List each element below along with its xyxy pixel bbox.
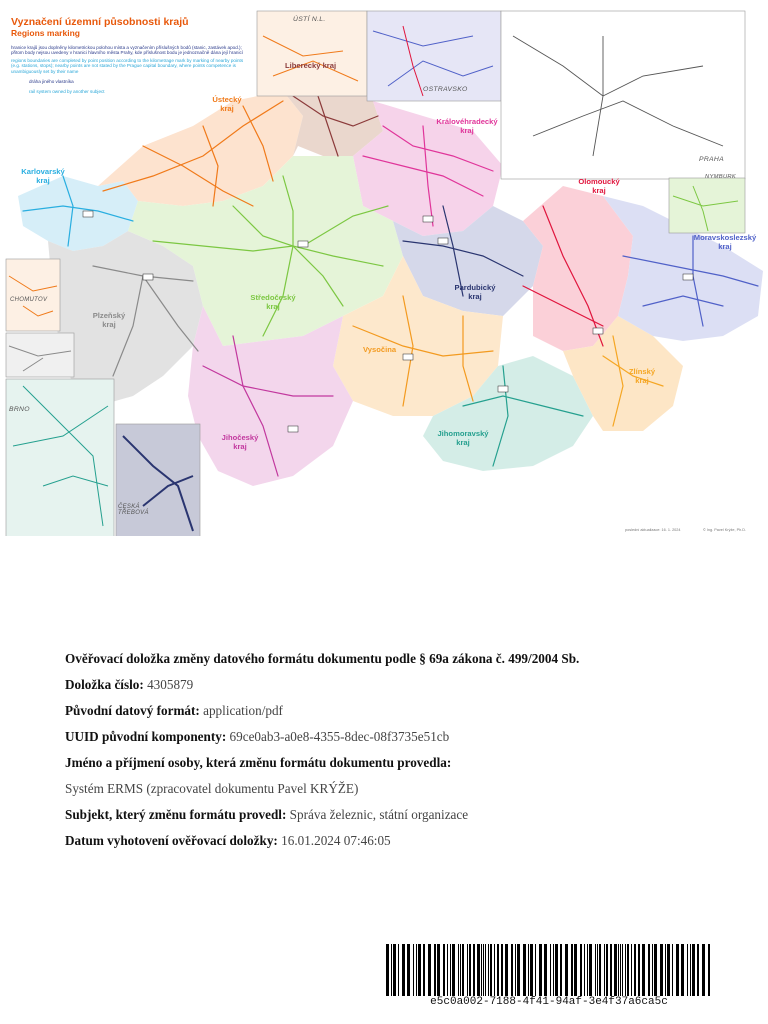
barcode-bar (497, 944, 499, 996)
legend-text-cz: hranice krajů jsou doplněny kilometrickou polohou místa a vyznačením příslušných bodů (stanic, zastávek apod.); přitom body nejsou uvedeny v hranici hlavního města Prahy, kde příslušnost bodu je jednoznačně dána její hranicí (11, 45, 244, 56)
barcode-bar (473, 944, 475, 996)
barcode-text: e5c0a002-7188-4f41-94af-3e4f37a6ca5c (430, 996, 668, 1008)
barcode-bar (642, 944, 645, 996)
verification-number-row (65, 672, 745, 698)
barcode-bar (544, 944, 547, 996)
verification-heading: Ověřovací doložka změny datového formátu dokumentu podle § 69a zákona č. 499/2004 Sb. (65, 651, 580, 666)
barcode-bar (393, 944, 396, 996)
verification-person-value-row (65, 776, 745, 802)
legend-line-cz: dráha jiného vlastníka (29, 79, 74, 85)
verification-date-label: Datum vyhotovení ověřovací doložky: (65, 833, 278, 848)
rail-region-map (3, 6, 765, 536)
region-label-plzensky: Plzeňský kraj (92, 311, 126, 329)
barcode-bar (676, 944, 679, 996)
region-label-olomoucky: Olomoucký kraj (578, 177, 620, 195)
verification-subject-row (65, 802, 745, 828)
barcode-bar (627, 944, 629, 996)
verification-uuid-row (65, 724, 745, 750)
barcode-bar (580, 944, 582, 996)
verification-subject-label: Subjekt, který změnu formátu provedl: (65, 807, 287, 822)
barcode-bar (517, 944, 520, 996)
barcode-bar (450, 944, 451, 996)
barcode-bar (638, 944, 640, 996)
barcode-bar (595, 944, 596, 996)
region-label-zlinsky: Zlínský kraj (628, 367, 656, 385)
barcode-bar (494, 944, 495, 996)
barcode-bar (515, 944, 516, 996)
barcode-bar (481, 944, 482, 996)
region-label-jihocesky: Jihočeský kraj (221, 433, 259, 451)
barcode-bar (535, 944, 536, 996)
barcode-bar (398, 944, 399, 996)
barcode-bar (416, 944, 417, 996)
legend-title-en: Regions marking (11, 28, 80, 38)
verification-date-row (65, 828, 745, 854)
barcode-bar (402, 944, 405, 996)
barcode-bar (469, 944, 471, 996)
document-barcode (386, 944, 712, 996)
barcode-bar (458, 944, 459, 996)
barcode-bar (610, 944, 612, 996)
barcode-bar (665, 944, 666, 996)
barcode-bar (443, 944, 445, 996)
barcode-bar (447, 944, 448, 996)
inset-praha-frame (501, 11, 745, 179)
barcode-bar (597, 944, 598, 996)
verification-number-value: 4305879 (147, 677, 194, 692)
barcode-bar (485, 944, 486, 996)
verification-person-label-row (65, 750, 745, 776)
barcode-bar (490, 944, 492, 996)
barcode-bar (462, 944, 464, 996)
barcode-bar (434, 944, 436, 996)
barcode-bar (477, 944, 480, 996)
barcode-bar (587, 944, 588, 996)
barcode-bar (692, 944, 695, 996)
barcode-bar (511, 944, 513, 996)
barcode-bar (530, 944, 533, 996)
barcode-bar (565, 944, 568, 996)
verification-subject-value: Správa železnic, státní organizace (289, 807, 469, 822)
inset-label-usti: ÚSTÍ N.L. (293, 16, 326, 23)
barcode-bar (697, 944, 699, 996)
verification-uuid-value: 69ce0ab3-a0e8-4355-8dec-08f3735e51cb (229, 729, 450, 744)
barcode-bar (687, 944, 688, 996)
barcode-bar (589, 944, 592, 996)
region-label-pardubicky: Pardubický kraj (454, 283, 496, 301)
inset-usti-frame (257, 11, 367, 96)
verification-person-label: Jméno a příjmení osoby, která změnu formátu dokumentu provedla: (65, 755, 452, 770)
barcode-bar (501, 944, 503, 996)
barcode-bar (584, 944, 585, 996)
barcode-bar (648, 944, 650, 996)
legend-text-en: regions boundaries are completed by point position according to the kilometrage mark by marking of nearby points (e.g. stations, stops); nearby points are not stated by the Prague capital boundary, where points competence is unambiguously set by their name (11, 57, 244, 74)
inset-chomutov-frame (6, 259, 60, 331)
barcode-bar (571, 944, 573, 996)
verification-clause (65, 646, 745, 854)
map-updated-note: poslední aktualizace: 16. 1. 2024 (625, 528, 681, 532)
barcode-bar (631, 944, 632, 996)
barcode-bar (625, 944, 626, 996)
barcode-bar (708, 944, 710, 996)
region-label-stredocesky: Středočeský kraj (250, 293, 296, 311)
barcode-bar (681, 944, 684, 996)
barcode-bar (654, 944, 657, 996)
inset-plzen-frame (6, 333, 74, 377)
verification-format-value: application/pdf (203, 703, 283, 718)
barcode-bar (702, 944, 705, 996)
map-legend (11, 16, 251, 95)
region-label-ustecky: Ústecký kraj (212, 95, 242, 113)
inset-label-chomutov: CHOMUTOV (10, 297, 48, 303)
inset-brno-frame (6, 379, 114, 536)
region-label-vysocina: Vysočina (363, 345, 397, 354)
verification-date-value: 16.01.2024 07:46:05 (281, 833, 391, 848)
barcode-bar (618, 944, 619, 996)
verification-number-label: Doložka číslo: (65, 677, 144, 692)
barcode-bar (539, 944, 542, 996)
region-label-jihomoravsky: Jihomoravský kraj (437, 429, 489, 447)
barcode-bar (606, 944, 608, 996)
barcode-bar (413, 944, 414, 996)
barcode-bar (452, 944, 455, 996)
barcode-bar (599, 944, 601, 996)
barcode-bar (428, 944, 431, 996)
barcode-bar (523, 944, 526, 996)
barcode-bar (652, 944, 653, 996)
inset-label-ostravsko: OSTRAVSKO (423, 86, 468, 93)
region-label-kralovehradecky: Královéhradecký kraj (436, 117, 498, 135)
map-author-note: © Ing. Pavel Krýže, Ph.D. (703, 528, 747, 532)
barcode-bar (488, 944, 489, 996)
legend-title-cz: Vyznačení územní působnosti krajů (11, 16, 189, 28)
inset-label-praha: PRAHA (699, 156, 724, 163)
barcode-bar (604, 944, 605, 996)
barcode-bar (555, 944, 558, 996)
barcode-bar (620, 944, 621, 996)
barcode-bar (660, 944, 663, 996)
barcode-bar (386, 944, 389, 996)
barcode-bar (437, 944, 440, 996)
barcode-bar (391, 944, 392, 996)
barcode-bar (672, 944, 673, 996)
barcode-bar (528, 944, 529, 996)
barcode-bar (667, 944, 670, 996)
region-label-liberecky: Liberecký kraj (285, 61, 337, 70)
inset-label-brno: BRNO (9, 406, 30, 413)
barcode-bar (574, 944, 577, 996)
verification-person-value: Systém ERMS (zpracovatel dokumentu Pavel KRÝŽE) (65, 781, 359, 796)
region-label-moravskoslezsky: Moravskoslezský kraj (693, 233, 757, 251)
barcode-bar (407, 944, 410, 996)
legend-line-en: rail system owned by another subject (29, 89, 105, 95)
inset-label-nymburk: NYMBURK (705, 174, 737, 180)
barcode-bar (483, 944, 484, 996)
verification-uuid-label: UUID původní komponenty: (65, 729, 227, 744)
barcode-bar (560, 944, 562, 996)
region-label-karlovarsky: Karlovarský kraj (21, 167, 65, 185)
barcode-bar (505, 944, 508, 996)
verification-format-label: Původní datový formát: (65, 703, 200, 718)
barcode-bar (418, 944, 421, 996)
barcode-bar (467, 944, 468, 996)
barcode-bar (634, 944, 636, 996)
verification-format-row (65, 698, 745, 724)
barcode-bar (622, 944, 623, 996)
inset-label-ceska-trebova: ČESKÁ TŘEBOVÁ (118, 504, 149, 516)
barcode-bar (460, 944, 461, 996)
barcode-bar (553, 944, 554, 996)
barcode-bar (614, 944, 617, 996)
barcode-bar (550, 944, 551, 996)
barcode-bar (423, 944, 425, 996)
barcode-bar (690, 944, 691, 996)
